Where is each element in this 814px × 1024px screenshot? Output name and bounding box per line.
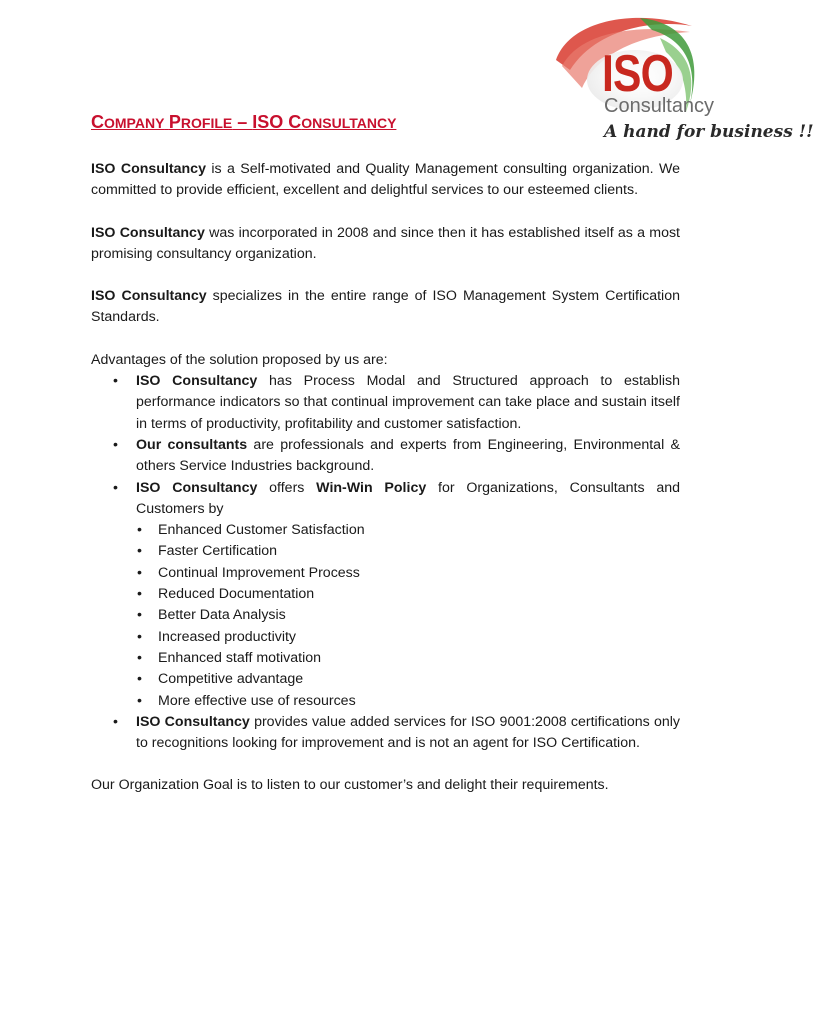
benefit-item: • Continual Improvement Process: [158, 563, 680, 584]
title-part2-initial: P: [168, 112, 181, 132]
specialization-paragraph: [91, 286, 680, 329]
advantage-text: provides value added services for ISO 9001:2008 certifications only to recognitions looking for improvement and is not an agent for ISO Certification.: [136, 713, 680, 752]
advantages-list: [91, 371, 680, 754]
benefits-list: [136, 520, 680, 712]
benefit-item: • Reduced Documentation: [158, 584, 680, 605]
title-part3-rest: ONSULTANCY: [301, 115, 397, 131]
benefit-item: • Enhanced Customer Satisfaction: [158, 520, 680, 541]
logo-tagline: A hand for business !!: [604, 122, 814, 142]
specialization-text: specializes in the entire range of ISO Management System Certification Standards.: [91, 288, 680, 326]
title-separator: –: [232, 112, 253, 132]
logo-mark: ISO: [602, 45, 673, 103]
company-name: ISO Consultancy: [91, 288, 207, 305]
advantage-subject: ISO Consultancy: [136, 373, 258, 390]
document-body: [91, 159, 680, 818]
benefit-item: • Competitive advantage: [158, 669, 680, 690]
policy-name: Win-Win Policy: [316, 479, 427, 496]
company-name: ISO Consultancy: [91, 224, 205, 241]
intro-paragraph: [91, 159, 680, 202]
advantage-item: [136, 371, 680, 435]
advantage-text: has Process Modal and Structured approach to establish performance indicators so that continual improvement can take place and sustain itself in terms of productivity, profitability and customer satisfaction.: [136, 373, 680, 432]
title-part2-rest: ROFILE: [180, 115, 233, 131]
benefit-item: • Faster Certification: [158, 541, 680, 562]
intro-text: is a Self-motivated and Quality Management consulting organization. We committed to provide efficient, excellent and delightful services to our esteemed clients.: [91, 161, 680, 199]
company-name: ISO Consultancy: [91, 161, 206, 177]
benefit-item: • Better Data Analysis: [158, 605, 680, 626]
title-part3-initial: ISO C: [252, 112, 302, 132]
advantage-item: [136, 712, 680, 755]
benefit-item: • Increased productivity: [158, 627, 680, 648]
history-paragraph: [91, 223, 680, 266]
advantage-subject: Our consultants: [136, 436, 248, 453]
history-text: was incorporated in 2008 and since then it has established itself as a most promising consultancy organization.: [91, 224, 681, 262]
company-logo: [540, 8, 814, 148]
benefit-item: • Enhanced staff motivation: [158, 648, 680, 669]
advantage-subject: ISO Consultancy: [136, 713, 250, 730]
page-title: [91, 110, 396, 136]
advantages-intro: Advantages of the solution proposed by us are:: [91, 351, 388, 368]
advantage-item: [136, 478, 680, 712]
benefit-item: • More effective use of resources: [158, 691, 680, 712]
title-part1-rest: OMPANY: [104, 115, 165, 131]
advantage-text: for Organizations, Consultants and Customers by: [136, 479, 680, 517]
advantage-item: [136, 435, 680, 478]
logo-wordmark: Consultancy: [604, 95, 715, 117]
goal-paragraph: Our Organization Goal is to listen to our customer’s and delight their requirements.: [91, 777, 609, 794]
advantage-subject: ISO Consultancy: [136, 479, 258, 496]
title-part1-initial: C: [91, 112, 104, 132]
advantage-text: are professionals and experts from Engineering, Environmental & others Service Industries background.: [136, 436, 680, 475]
advantage-text: offers: [257, 479, 317, 496]
